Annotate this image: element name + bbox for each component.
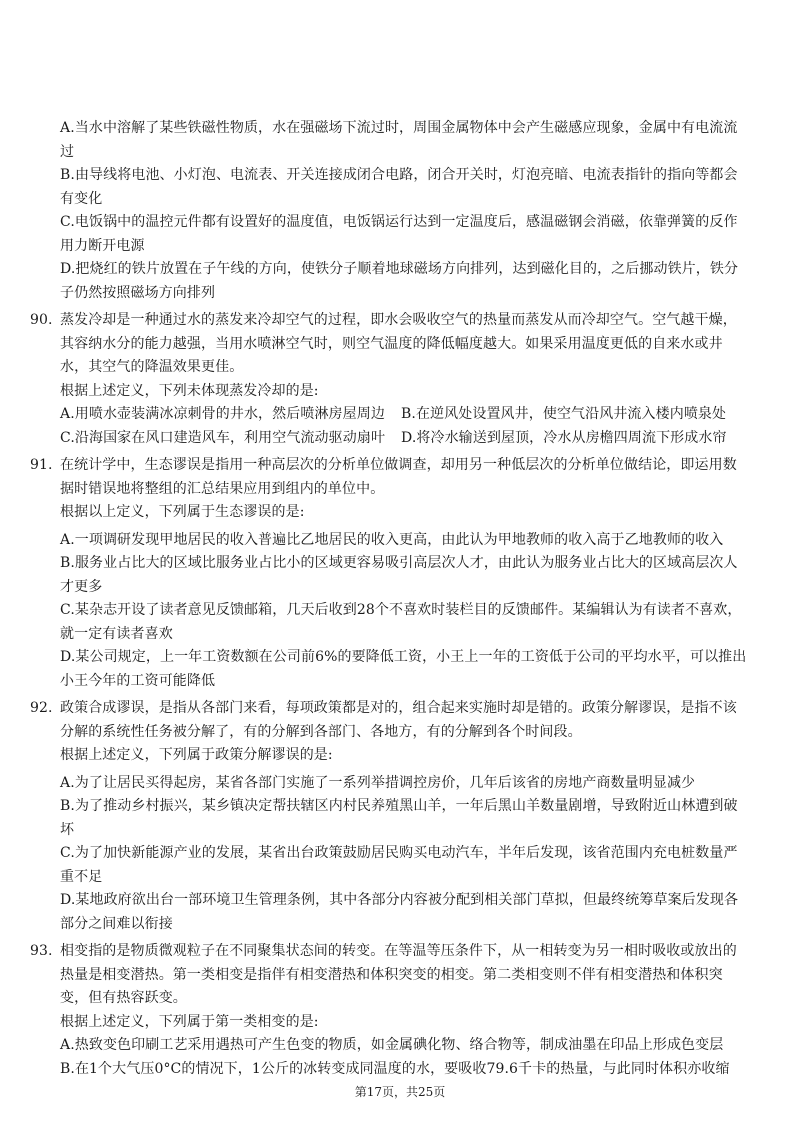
question-prompt: 根据以上定义，下列属于生态谬误的是: (60, 504, 305, 520)
option-line: A.一项调研发现甲地居民的收入普遍比乙地居民的收入更高，由此认为甲地教师的收入高于乙地教师的收入 (60, 531, 724, 548)
option-line: A.热致变色印刷工艺采用遇热可产生色变的物质，如金属碘化物、络合物等，制成油墨在印品上形成色变层 (60, 1037, 724, 1053)
question-89-options (30, 117, 772, 305)
option-d: D.将冷水输送到屋顶，冷水从房檐四周流下形成水帘 (401, 429, 727, 446)
option-line: C.某杂志开设了读者意见反馈邮箱，几天后收到28个不喜欢时装栏目的反馈邮件。某编辑认为有读者不喜欢， (60, 602, 742, 618)
option-line: C.电饭锅中的温控元件都有设置好的温度值，电饭锅运行达到一定温度后，感温磁钢会消磁，依靠弹簧的反作 (60, 214, 738, 230)
option-line: D.某公司规定，上一年工资数额在公司前6%的要降低工资，小王上一年的工资低于公司的平均水平，可以推出 (60, 649, 747, 665)
question-stem-line: 在统计学中，生态谬误是指用一种高层次的分析单位做调查，却用另一种低层次的分析单位做结论，即运用数 (60, 457, 737, 473)
question-stem-line: 变，但有热容跃变。 (60, 990, 187, 1006)
option-line: D.某地政府欲出台一部环境卫生管理条例，其中各部分内容被分配到相关部门草拟，但最终统筹草案后发现各 (60, 892, 739, 908)
option-line: A.为了让居民买得起房，某省各部门实施了一系列举措调控房价，几年后该省的房地产商数量明显减少 (60, 774, 696, 791)
option-line: C.为了加快新能源产业的发展，某省出台政策鼓励居民购买电动汽车，半年后发现，该省范围内充电桩数量严 (60, 845, 738, 861)
option-c: C.沿海国家在风口建造风车，利用空气流动驱动扇叶 (60, 429, 386, 446)
question-stem-line: 相变指的是物质微观粒子在不同聚集状态间的转变。在等温等压条件下，从一相转变为另一相时吸收或放出的 (60, 943, 737, 959)
option-row (30, 427, 772, 451)
option-line: 子仍然按照磁场方向排列 (60, 284, 216, 301)
option-line: 重不足 (60, 868, 103, 885)
question-stem-line: 其容纳水分的能力越强，当用水喷淋空气时，则空气温度的降低幅度越大。如果采用温度更低的自来水或井 (60, 335, 723, 352)
question-number: 93. (30, 943, 53, 959)
option-line: A.当水中溶解了某些铁磁性物质，水在强磁场下流过时，周围金属物体中会产生磁感应现象，金属中有电流流 (60, 120, 738, 136)
question-91 (30, 454, 772, 693)
question-prompt: 根据上述定义，下列属于第一类相变的是: (60, 1013, 319, 1030)
question-stem-line: 蒸发冷却是一种通过水的蒸发来冷却空气的过程，即水会吸收空气的热量而蒸发从而冷却空气。空气越干燥， (60, 312, 737, 328)
option-line: 就一定有读者喜欢 (60, 625, 173, 642)
question-number: 92. (30, 700, 53, 716)
question-stem-line: 水，其空气的降温效果更佳。 (60, 359, 244, 375)
option-a: A.用喷水壶装满冰凉刺骨的井水，然后喷淋房屋周边 (60, 406, 385, 422)
question-93 (30, 940, 772, 1081)
question-92 (30, 697, 772, 936)
option-line: B.在1个大气压0°C的情况下，1公斤的冰转变成同温度的水，要吸收79.6千卡的热量，与此同时体积亦收缩 (60, 1060, 730, 1077)
question-stem-line: 政策合成谬误，是指从各部门来看，每项政策都是对的，组合起来实施时却是错的。政策分解谬误，是指不该 (60, 700, 737, 716)
option-line: B.服务业占比大的区域比服务业占比小的区域更容易吸引高层次人才，由此认为服务业占比大的区域高层次人 (60, 555, 738, 571)
option-line: B.为了推动乡村振兴，某乡镇决定帮扶辖区内村民养殖黑山羊，一年后黑山羊数量剧增，导致附近山林遭到破 (60, 798, 738, 814)
option-line: B.由导线将电池、小灯泡、电流表、开关连接成闭合电路，闭合开关时，灯泡亮暗、电流表指针的指向等都会 (60, 167, 738, 183)
page-content (30, 117, 772, 1081)
option-line: 有变化 (60, 190, 103, 207)
question-stem-line: 热量是相变潜热。第一类相变是指伴有相变潜热和体积突变的相变。第二类相变则不伴有相变潜热和体积突 (60, 966, 723, 983)
option-row (30, 403, 772, 427)
option-b: B.在逆风处设置风井，使空气沿风井流入楼内喷泉处 (401, 406, 727, 422)
question-stem-line: 据时错误地将整组的汇总结果应用到组内的单位中。 (60, 480, 385, 497)
option-line: 过 (60, 143, 75, 160)
option-line: 用力断开电源 (60, 237, 145, 254)
question-stem-line: 分解的系统性任务被分解了，有的分解到各部门、各地方，有的分解到各个时间段。 (60, 723, 582, 740)
question-90 (30, 309, 772, 450)
question-prompt: 根据上述定义，下列属于政策分解谬误的是: (60, 747, 333, 763)
page-footer: 第17页，共25页 (354, 1085, 446, 1099)
option-line: 小王今年的工资可能降低 (60, 672, 216, 689)
option-line: 才更多 (60, 578, 103, 595)
question-number: 90. (30, 312, 53, 328)
option-line: 部分之间难以衔接 (60, 915, 173, 932)
question-prompt: 根据上述定义，下列未体现蒸发冷却的是: (60, 382, 319, 399)
option-line: 坏 (60, 821, 75, 838)
option-line: D.把烧红的铁片放置在子午线的方向，使铁分子顺着地球磁场方向排列，达到磁化目的，之后挪动铁片，铁分 (60, 261, 739, 277)
question-number: 91. (30, 457, 53, 473)
